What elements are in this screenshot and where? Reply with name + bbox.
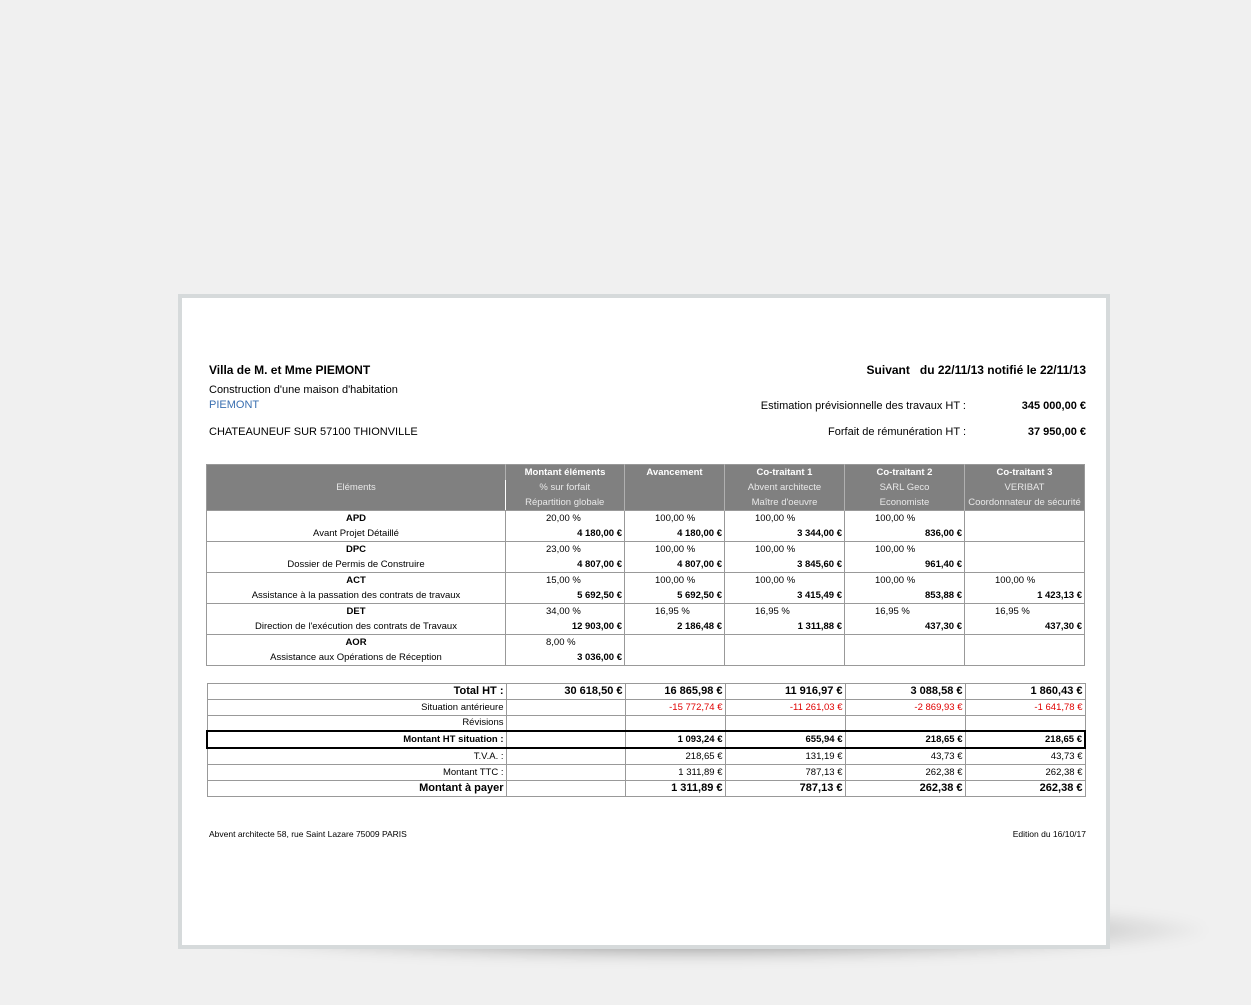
situation-label: Situation antérieure	[207, 699, 506, 715]
revisions-ct1	[725, 715, 845, 731]
revisions-montant	[506, 715, 625, 731]
avancement-percent	[625, 635, 725, 651]
cotraitant-2-percent: 100,00 %	[845, 542, 965, 558]
montant-ht-situation-row	[207, 731, 1085, 748]
header-ct2-role: Economiste	[845, 495, 965, 511]
cotraitant-1-percent	[725, 635, 845, 651]
cotraitant-2-percent: 16,95 %	[845, 604, 965, 620]
suivant-label: Suivant	[866, 363, 910, 377]
element-row-det-amounts	[207, 619, 1085, 635]
header-montant-sub2: Répartition globale	[506, 495, 625, 511]
revisions-label: Révisions	[207, 715, 506, 731]
cotraitant-1-percent: 100,00 %	[725, 573, 845, 589]
footer-edition-date: Edition du 16/10/17	[1012, 829, 1086, 839]
element-percent: 23,00 %	[506, 542, 625, 558]
element-row-dpc-amounts	[207, 557, 1085, 573]
element-code: APD	[207, 511, 506, 527]
avancement-percent: 100,00 %	[625, 573, 725, 589]
avancement-amount: 5 692,50 €	[625, 588, 725, 604]
cotraitant-1-percent: 16,95 %	[725, 604, 845, 620]
total-ht-ct2: 3 088,58 €	[845, 684, 965, 700]
cotraitant-3-amount	[965, 526, 1085, 542]
element-code: AOR	[207, 635, 506, 651]
total-ht-label: Total HT :	[207, 684, 506, 700]
element-amount: 3 036,00 €	[506, 650, 625, 666]
montant-a-payer-row	[207, 780, 1085, 796]
estimation-value: 345 000,00 €	[1021, 400, 1086, 412]
montant-ht-avancement: 1 093,24 €	[625, 731, 725, 748]
element-percent: 20,00 %	[506, 511, 625, 527]
revisions-avancement	[625, 715, 725, 731]
revisions-ct3	[965, 715, 1085, 731]
element-percent: 15,00 %	[506, 573, 625, 589]
payer-avancement: 1 311,89 €	[625, 780, 725, 796]
revisions-ct2	[845, 715, 965, 731]
header-ct2-company: SARL Geco	[845, 480, 965, 495]
project-description: Construction d'une maison d'habitation	[209, 384, 398, 396]
header-cotraitant-3: Co-traitant 3	[965, 465, 1085, 481]
element-row-apd-amounts	[207, 526, 1085, 542]
ttc-row	[207, 764, 1085, 780]
payer-ct1: 787,13 €	[725, 780, 845, 796]
header-ct3-company: VERIBAT	[965, 480, 1085, 495]
montant-ht-ct3: 218,65 €	[965, 731, 1085, 748]
ttc-ct1: 787,13 €	[725, 764, 845, 780]
avancement-percent: 100,00 %	[625, 511, 725, 527]
element-row-apd	[207, 511, 1085, 527]
estimation-label: Estimation prévisionnelle des travaux HT :	[760, 400, 966, 412]
cotraitant-3-percent	[965, 635, 1085, 651]
cotraitant-2-amount: 961,40 €	[845, 557, 965, 573]
montant-ht-montant	[506, 731, 625, 748]
ttc-ct3: 262,38 €	[965, 764, 1085, 780]
montant-ht-ct1: 655,94 €	[725, 731, 845, 748]
cotraitant-3-amount	[965, 557, 1085, 573]
header-ct3-role: Coordonnateur de sécurité	[965, 495, 1085, 511]
situation-ct2: -2 869,93 €	[845, 699, 965, 715]
element-percent: 8,00 %	[506, 635, 625, 651]
element-label: Direction de l'exécution des contrats de Travaux	[207, 619, 506, 635]
total-ht-ct1: 11 916,97 €	[725, 684, 845, 700]
revisions-row	[207, 715, 1085, 731]
avancement-amount: 4 180,00 €	[625, 526, 725, 542]
header-ct1-company: Abvent architecte	[725, 480, 845, 495]
situation-ct1: -11 261,03 €	[725, 699, 845, 715]
project-address: CHATEAUNEUF SUR 57100 THIONVILLE	[209, 426, 418, 438]
header-avancement: Avancement	[625, 465, 725, 481]
cotraitant-1-amount: 3 415,49 €	[725, 588, 845, 604]
cotraitant-1-amount	[725, 650, 845, 666]
elements-table	[206, 464, 1085, 666]
element-row-act	[207, 573, 1085, 589]
header-montant-sub1: % sur forfait	[506, 480, 625, 495]
client-name: PIEMONT	[209, 399, 260, 411]
cotraitant-2-percent	[845, 635, 965, 651]
cotraitant-2-percent: 100,00 %	[845, 573, 965, 589]
ttc-avancement: 1 311,89 €	[625, 764, 725, 780]
payer-ct2: 262,38 €	[845, 780, 965, 796]
cotraitant-2-amount	[845, 650, 965, 666]
cotraitant-1-percent: 100,00 %	[725, 511, 845, 527]
header-ct1-role: Maître d'oeuvre	[725, 495, 845, 511]
ttc-label: Montant TTC :	[207, 764, 506, 780]
avancement-percent: 100,00 %	[625, 542, 725, 558]
total-ht-ct3: 1 860,43 €	[965, 684, 1085, 700]
cotraitant-3-percent: 16,95 %	[965, 604, 1085, 620]
avancement-amount: 2 186,48 €	[625, 619, 725, 635]
tva-ct1: 131,19 €	[725, 748, 845, 764]
cotraitant-1-amount: 3 845,60 €	[725, 557, 845, 573]
situation-avancement: -15 772,74 €	[625, 699, 725, 715]
tva-row	[207, 748, 1085, 764]
element-label: Assistance aux Opérations de Réception	[207, 650, 506, 666]
element-label: Avant Projet Détaillé	[207, 526, 506, 542]
cotraitant-2-amount: 437,30 €	[845, 619, 965, 635]
avancement-amount	[625, 650, 725, 666]
total-ht-avancement: 16 865,98 €	[625, 684, 725, 700]
element-label: Assistance à la passation des contrats de travaux	[207, 588, 506, 604]
element-label: Dossier de Permis de Construire	[207, 557, 506, 573]
element-amount: 5 692,50 €	[506, 588, 625, 604]
header-avancement-sub2	[625, 495, 725, 511]
cotraitant-1-percent: 100,00 %	[725, 542, 845, 558]
element-row-det	[207, 604, 1085, 620]
header-cotraitant-1: Co-traitant 1	[725, 465, 845, 481]
cotraitant-3-percent: 100,00 %	[965, 573, 1085, 589]
header-cotraitant-2: Co-traitant 2	[845, 465, 965, 481]
cotraitant-1-amount: 3 344,00 €	[725, 526, 845, 542]
footer-address: Abvent architecte 58, rue Saint Lazare 75009 PARIS	[209, 829, 407, 839]
montant-ht-ct2: 218,65 €	[845, 731, 965, 748]
element-amount: 12 903,00 €	[506, 619, 625, 635]
element-row-aor-amounts	[207, 650, 1085, 666]
cotraitant-3-amount: 1 423,13 €	[965, 588, 1085, 604]
suivant-date: du 22/11/13 notifié le 22/11/13	[919, 363, 1086, 377]
element-row-dpc	[207, 542, 1085, 558]
payer-montant	[506, 780, 625, 796]
cotraitant-3-percent	[965, 511, 1085, 527]
tva-montant	[506, 748, 625, 764]
tva-label: T.V.A. :	[207, 748, 506, 764]
cotraitant-2-amount: 836,00 €	[845, 526, 965, 542]
montant-ht-label: Montant HT situation :	[207, 731, 506, 748]
tva-ct2: 43,73 €	[845, 748, 965, 764]
situation-row	[207, 699, 1085, 715]
avancement-percent: 16,95 %	[625, 604, 725, 620]
element-row-aor	[207, 635, 1085, 651]
cotraitant-2-percent: 100,00 %	[845, 511, 965, 527]
ttc-montant	[506, 764, 625, 780]
header-avancement-sub	[625, 480, 725, 495]
total-ht-montant: 30 618,50 €	[506, 684, 625, 700]
ttc-ct2: 262,38 €	[845, 764, 965, 780]
tva-ct3: 43,73 €	[965, 748, 1085, 764]
header-montant: Montant éléments	[506, 465, 625, 481]
situation-montant	[506, 699, 625, 715]
element-percent: 34,00 %	[506, 604, 625, 620]
element-row-act-amounts	[207, 588, 1085, 604]
total-ht-row	[207, 684, 1085, 700]
element-amount: 4 180,00 €	[506, 526, 625, 542]
cotraitant-1-amount: 1 311,88 €	[725, 619, 845, 635]
tva-avancement: 218,65 €	[625, 748, 725, 764]
forfait-value: 37 950,00 €	[1027, 426, 1086, 438]
suivant-header	[867, 363, 1086, 377]
payer-ct3: 262,38 €	[965, 780, 1085, 796]
element-amount: 4 807,00 €	[506, 557, 625, 573]
cotraitant-3-percent	[965, 542, 1085, 558]
header-elements: Eléments	[207, 465, 506, 511]
project-title: Villa de M. et Mme PIEMONT	[209, 363, 371, 377]
cotraitant-2-amount: 853,88 €	[845, 588, 965, 604]
forfait-label: Forfait de rémunération HT :	[828, 426, 966, 438]
totals-table	[206, 683, 1086, 797]
element-code: ACT	[207, 573, 506, 589]
payer-label: Montant à payer	[207, 780, 506, 796]
element-code: DET	[207, 604, 506, 620]
element-code: DPC	[207, 542, 506, 558]
document-sheet	[178, 294, 1110, 949]
situation-ct3: -1 641,78 €	[965, 699, 1085, 715]
cotraitant-3-amount	[965, 650, 1085, 666]
avancement-amount: 4 807,00 €	[625, 557, 725, 573]
cotraitant-3-amount: 437,30 €	[965, 619, 1085, 635]
